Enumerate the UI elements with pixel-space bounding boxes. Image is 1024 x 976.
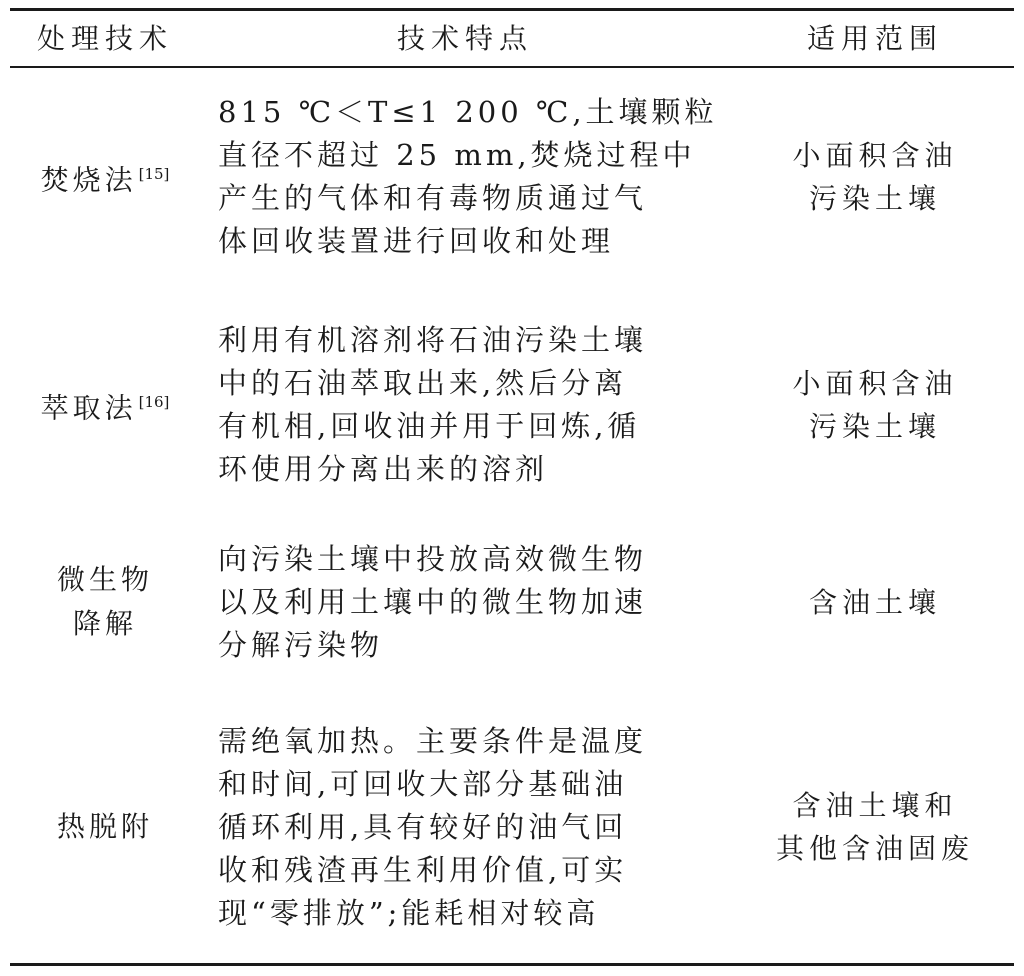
method-cell [20,318,190,492]
header-treatment-technology: 处理技术 [36,22,173,55]
header-technical-features: 技术特点 [396,22,533,55]
method-name: 萃取法 [40,391,137,425]
reference-mark: [15] [138,164,170,183]
scope-cell: 含油土壤 [808,585,941,619]
table-row [0,537,1024,667]
method-name: 焚烧法 [40,163,137,197]
scope-cell: 含油土壤和 其他含油固废 [775,789,974,865]
table-bottom-rule [10,963,1014,966]
method-name: 微生物 降解 [56,563,153,640]
table-row [0,718,1024,936]
features-cell: 需绝氧加热。主要条件是温度 和时间,可回收大部分基础油 循环利用,具有较好的油气回 收和残渣再生利用价值,可实 现“零排放”;能耗相对较高 [218,723,648,930]
scope-cell: 小面积含油 污染土壤 [792,367,958,443]
table-row [0,90,1024,264]
reference-mark: [16] [138,392,170,411]
table-row [0,318,1024,492]
table-top-rule [10,8,1014,11]
table-header-rule [10,66,1014,68]
scope-cell: 小面积含油 污染土壤 [792,139,958,215]
method-cell [20,718,190,936]
header-applicable-scope: 适用范围 [806,22,943,55]
method-cell [20,537,190,667]
features-cell: 利用有机溶剂将石油污染土壤 中的石油萃取出来,然后分离 有机相,回收油并用于回炼,循 环使用分离出来的溶剂 [218,323,648,486]
method-name: 热脱附 [56,810,153,843]
features-cell: 向污染土壤中投放高效微生物 以及利用土壤中的微生物加速 分解污染物 [218,541,648,662]
features-cell: 815 ℃＜T≤1 200 ℃,土壤颗粒 直径不超过 25 mm,焚烧过程中 产生的气体和有毒物质通过气 体回收装置进行回收和处理 [218,95,718,258]
method-cell [20,90,190,264]
